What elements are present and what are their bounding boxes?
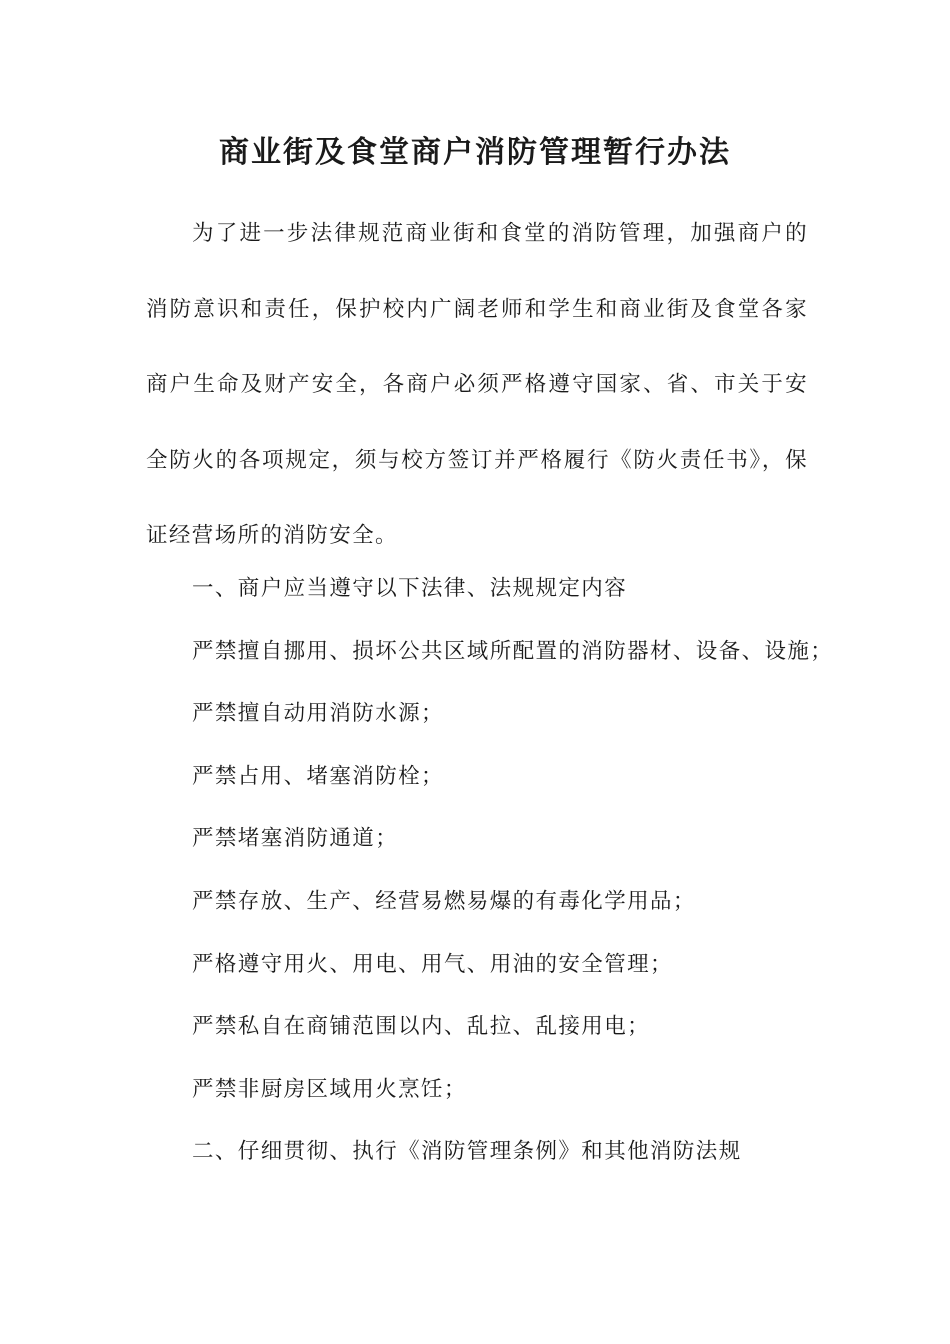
list-item: 严禁私自在商铺范围以内、乱拉、乱接用电；	[192, 1014, 651, 1040]
section-heading-1: 一、商户应当遵守以下法律、法规规定内容	[192, 576, 628, 601]
list-item: 严禁占用、堵塞消防栓；	[192, 763, 444, 789]
list-item: 严禁存放、生产、经营易燃易爆的有毒化学用品；	[192, 888, 696, 914]
list-item: 严禁擅自挪用、损坏公共区域所配置的消防器材、设备、设施；	[192, 638, 834, 664]
list-item: 严格遵守用火、用电、用气、用油的安全管理；	[192, 951, 673, 977]
list-item: 严禁擅自动用消防水源；	[192, 701, 444, 727]
list-item: 严禁堵塞消防通道；	[192, 826, 399, 852]
document-title: 商业街及食堂商户消防管理暂行办法	[219, 135, 731, 170]
regulation-list	[192, 558, 834, 1184]
list-item: 严禁非厨房区域用火烹饪；	[192, 1076, 467, 1102]
intro-paragraph: 为了进一步法律规范商业街和食堂的消防管理，加强商户的消防意识和责任，保护校内广阔老师和学生和商业街及食堂各家商户生命及财产安全，各商户必须严格遵守国家、省、市关于安全防火的各项规定，须与校方签订并严格履行《防火责任书》，保证经营场所的消防安全。	[146, 221, 808, 548]
section-heading-2: 二、仔细贯彻、执行《消防管理条例》和其他消防法规	[192, 1139, 742, 1165]
